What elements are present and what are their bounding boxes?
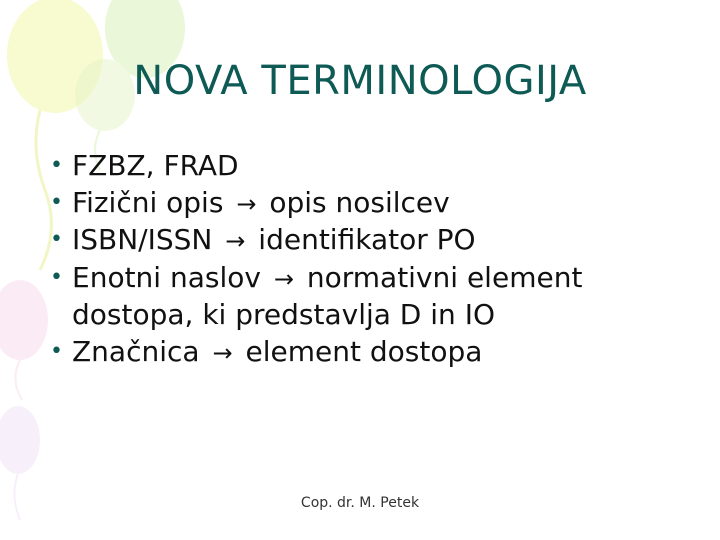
bullet-text: FZBZ, FRAD <box>72 149 239 182</box>
bullet-target: element dostopa <box>245 334 483 368</box>
bullet-text: Značnica <box>72 334 200 368</box>
bullet-target: normativni element <box>306 260 583 294</box>
arrow-right-icon: → <box>236 189 257 218</box>
balloon-icon-pink <box>0 280 48 400</box>
bullet-text: ISBN/ISSN <box>72 223 213 256</box>
bullet-target: opis nosilcev <box>269 185 450 219</box>
list-item <box>48 148 688 185</box>
arrow-right-icon: → <box>273 264 294 293</box>
bullet-icon: • <box>50 189 63 215</box>
list-item <box>48 260 688 334</box>
bullet-target: identifikator PO <box>258 223 476 256</box>
list-item <box>48 222 688 260</box>
list-item <box>48 334 688 372</box>
bullet-icon: • <box>50 227 63 252</box>
list-item <box>48 185 688 223</box>
arrow-right-icon: → <box>225 227 246 255</box>
bullet-icon: • <box>50 264 63 290</box>
bullet-text: Fizični opis <box>72 185 224 219</box>
bullet-text: Enotni naslov <box>72 260 261 294</box>
bullet-icon: • <box>50 338 63 364</box>
bullet-continuation: dostopa, ki predstavlja D in IO <box>72 298 495 331</box>
bullet-list <box>48 148 688 371</box>
arrow-right-icon: → <box>212 338 233 367</box>
footer-credit: Cop. dr. M. Petek <box>300 495 420 511</box>
bullet-icon: • <box>50 153 63 178</box>
slide-title: NOVA TERMINOLOGIJA <box>133 58 587 104</box>
